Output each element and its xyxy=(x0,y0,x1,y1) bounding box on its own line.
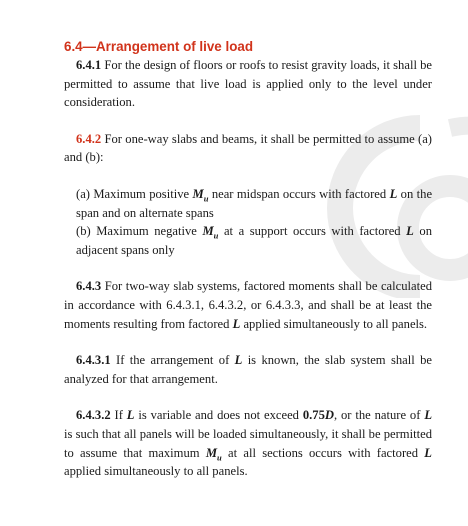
symbol-M: M xyxy=(202,224,214,239)
symbol-M: M xyxy=(192,186,204,201)
item-text: at a support occurs with factored xyxy=(223,224,401,239)
list-item-a xyxy=(64,185,432,222)
clause-text: is such that all panels will be loaded simultaneously, it shall be permitted to assume that maximum xyxy=(64,426,432,460)
clause-number: 6.4.3.1 xyxy=(76,353,111,368)
symbol-L: L xyxy=(424,408,433,423)
clause-number-link[interactable]: 6.4.2 xyxy=(76,131,102,146)
clause-number: 6.4.3.2 xyxy=(76,408,111,423)
clause-text: is variable and does not exceed xyxy=(138,408,299,423)
list-item-b xyxy=(64,222,432,259)
clause-6-4-3-2 xyxy=(64,406,432,480)
clause-text: applied simultaneously to all panels. xyxy=(64,464,248,479)
clause-text: is known, the slab system shall be analyzed for that arrangement. xyxy=(64,353,432,386)
item-text: on adjacent spans only xyxy=(76,224,432,257)
clause-number: 6.4.3 xyxy=(76,279,102,294)
symbol-M: M xyxy=(205,445,218,460)
item-text: (a) Maximum positive xyxy=(76,186,190,201)
clause-number: 6.4.1 xyxy=(76,58,102,72)
clause-text: For one-way slabs and beams, it shall be permitted to assume (a) and (b): xyxy=(64,131,432,165)
symbol-D: D xyxy=(324,408,334,423)
item-text: on the span and on alternate spans xyxy=(76,186,433,220)
clause-text: If the arrangement of xyxy=(116,353,230,368)
subscript-u: u xyxy=(213,230,219,241)
item-text: near midspan occurs with factored xyxy=(211,186,387,201)
factor-value: 0.75 xyxy=(302,408,325,423)
symbol-L: L xyxy=(126,408,135,423)
clause-6-4-1 xyxy=(64,56,432,112)
symbol-L: L xyxy=(232,316,241,331)
item-text: (b) Maximum negative xyxy=(76,224,197,239)
section-heading: 6.4—Arrangement of live load xyxy=(64,39,254,54)
clause-text: If xyxy=(114,408,123,423)
clause-text: For the design of floors or roofs to resist gravity loads, it shall be permitted to assume that live load is applied only to the level under consideration. xyxy=(64,58,432,110)
clause-6-4-2 xyxy=(64,130,432,167)
symbol-L: L xyxy=(389,186,398,201)
symbol-L: L xyxy=(424,445,432,460)
clause-text: , or the nature of xyxy=(333,408,421,423)
subscript-u: u xyxy=(217,452,222,463)
symbol-L: L xyxy=(406,224,414,239)
clause-text: For two-way slab systems, factored moments shall be calculated in accordance with 6.4.3.1, 6.4.3.2, or 6.4.3.3, and shall be at least the moments resulting from factored xyxy=(64,279,433,331)
code-page xyxy=(64,38,432,481)
symbol-L: L xyxy=(234,353,243,368)
clause-text: applied simultaneously to all panels. xyxy=(243,316,428,331)
subscript-u: u xyxy=(203,193,209,204)
clause-6-4-3-1 xyxy=(64,351,432,388)
clause-6-4-3 xyxy=(64,277,432,333)
clause-text: at all sections occurs with factored xyxy=(228,445,419,460)
